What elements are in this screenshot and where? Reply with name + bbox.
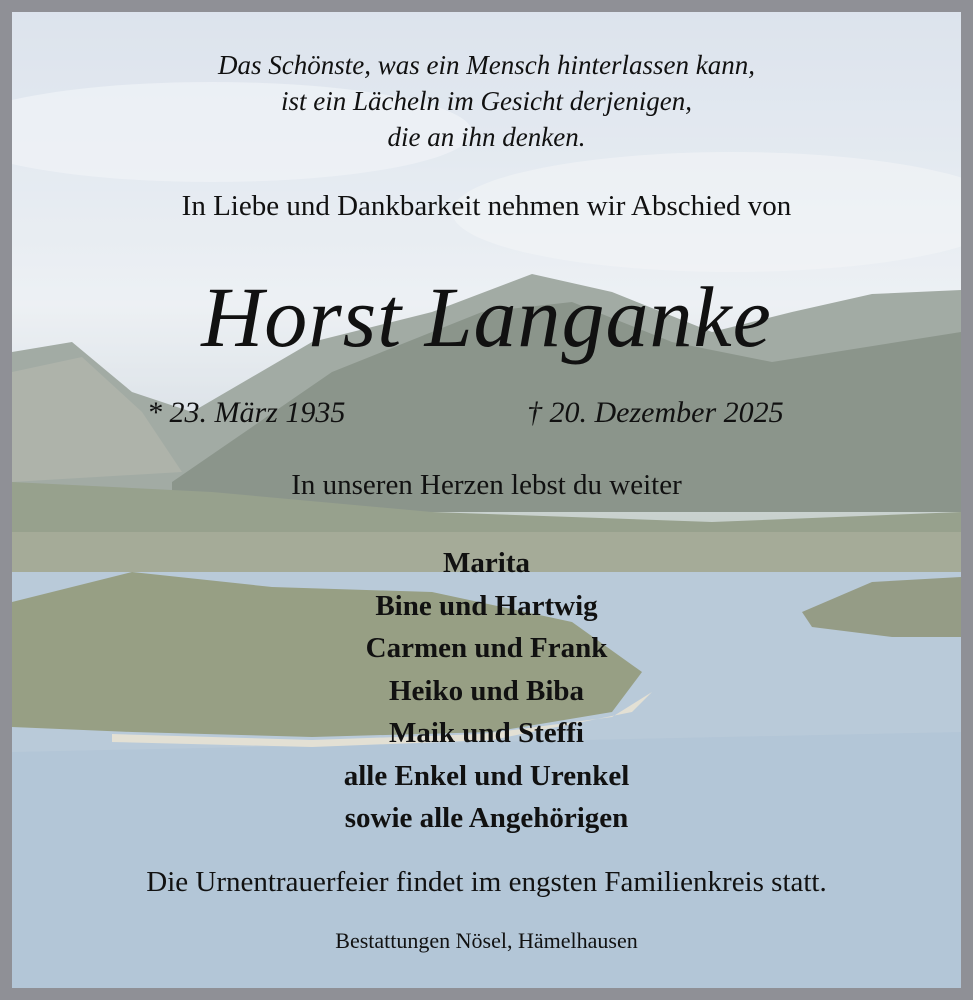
death-date: † 20. Dezember 2025 (527, 396, 784, 429)
quote-line: die an ihn denken. (387, 122, 586, 152)
family-member: Bine und Hartwig (375, 589, 598, 622)
family-member: Heiko und Biba (388, 674, 585, 707)
motto-line: In unseren Herzen lebst du weiter (291, 469, 682, 501)
quote-line: ist ein Lächeln im Gesicht derjenigen, (281, 86, 692, 116)
family-member: sowie alle Angehörigen (344, 802, 629, 834)
funeral-home: Bestattungen Nösel, Hämelhausen (335, 928, 638, 953)
family-member: Carmen und Frank (365, 632, 608, 664)
farewell-intro: In Liebe und Dankbarkeit nehmen wir Abschied von (181, 190, 792, 222)
quote-line: Das Schönste, was ein Mensch hinterlassen kann, (218, 50, 755, 80)
ceremony-notice: Die Urnentrauerfeier findet im engsten Familienkreis statt. (146, 866, 827, 898)
obituary-card (12, 12, 961, 988)
family-member: alle Enkel und Urenkel (343, 759, 630, 792)
family-list (12, 542, 961, 840)
family-member: Marita (443, 547, 530, 579)
birth-date: * 23. März 1935 (147, 396, 346, 429)
memorial-quote (12, 47, 961, 155)
family-member: Maik und Steffi (389, 717, 584, 749)
deceased-name: Horst Langanke (201, 269, 772, 365)
